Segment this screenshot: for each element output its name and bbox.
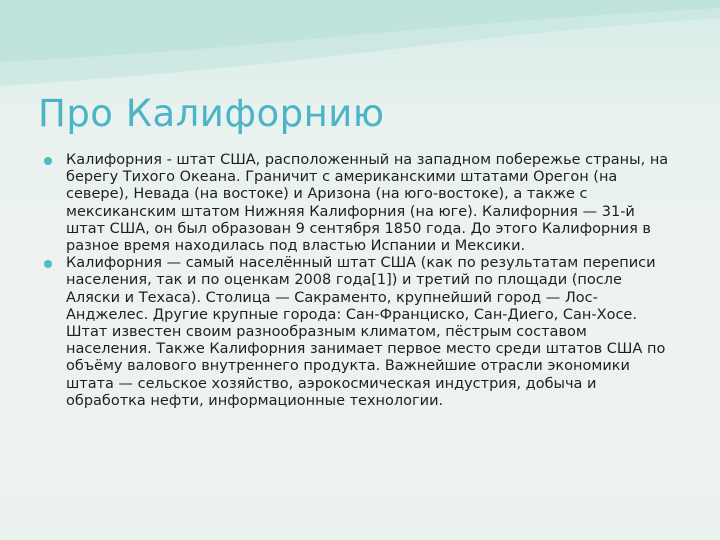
- bullet-dot-icon: [44, 260, 52, 268]
- bullet-list: [44, 152, 669, 410]
- bullet-item: [44, 152, 669, 255]
- bullet-text: Калифорния - штат США, расположенный на западном побережье страны, на берегу Тихого Океана. Граничит с американскими штатами Орегон (на севере), Невада (на востоке) и Аризона (на юго-востоке), а также с мексиканским штатом Нижняя Калифорния (на юге). Калифорния — 31-й штат США, он был образован 9 сентября 1850 года. До этого Калифорния в разное время находилась под властью Испании и Мексики.: [66, 152, 669, 255]
- slide-title: Про Калифорнию: [38, 92, 385, 135]
- bullet-text: Калифорния — самый населённый штат США (как по результатам переписи населения, так и по оценкам 2008 года[1]) и третий по площади (после Аляски и Техаса). Столица — Сакраменто, крупнейший город — Лос-Анджелес. Другие крупные города: Сан-Франциско, Сан-Диего, Сан-Хосе. Штат известен своим разнообразным климатом, пёстрым составом населения. Также Калифорния занимает первое место среди штатов США по объёму валового внутреннего продукта. Важнейшие отрасли экономики штата — сельское хозяйство, аэрокосмическая индустрия, добыча и обработка нефти, информационные технологии.: [66, 255, 666, 409]
- bullet-dot-icon: [44, 157, 52, 165]
- bullet-item: [44, 255, 669, 410]
